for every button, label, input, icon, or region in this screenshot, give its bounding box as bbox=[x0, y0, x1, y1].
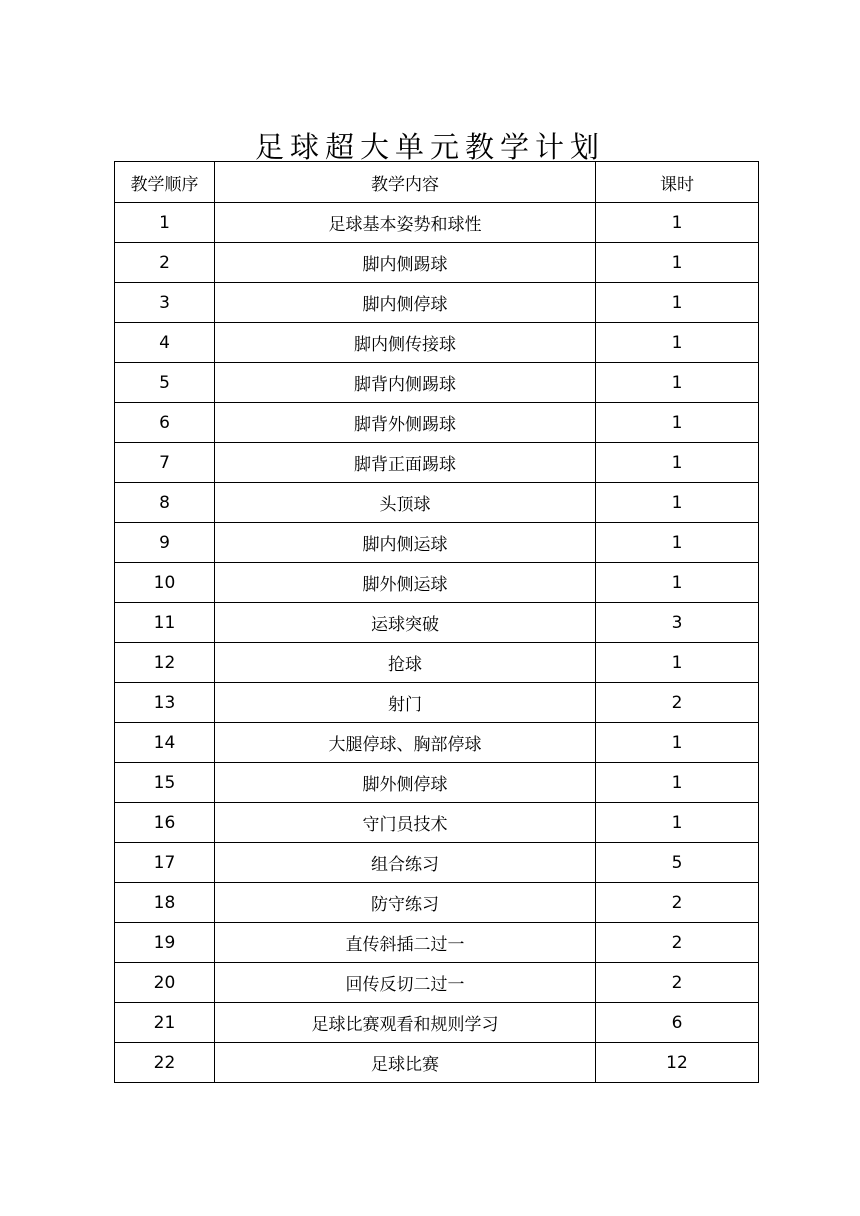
header-hours: 课时 bbox=[596, 162, 759, 203]
table-row bbox=[115, 683, 759, 723]
teaching-plan-table bbox=[114, 161, 759, 1083]
table-row bbox=[115, 523, 759, 563]
cell-content: 防守练习 bbox=[215, 883, 596, 923]
table-row bbox=[115, 923, 759, 963]
cell-content: 直传斜插二过一 bbox=[215, 923, 596, 963]
cell-content: 脚外侧运球 bbox=[215, 563, 596, 603]
table-row bbox=[115, 403, 759, 443]
cell-hours: 1 bbox=[596, 723, 759, 763]
table-row bbox=[115, 563, 759, 603]
table-header-row bbox=[115, 162, 759, 203]
cell-order: 20 bbox=[115, 963, 215, 1003]
cell-hours: 3 bbox=[596, 603, 759, 643]
cell-content: 足球基本姿势和球性 bbox=[215, 203, 596, 243]
cell-hours: 12 bbox=[596, 1043, 759, 1083]
cell-hours: 1 bbox=[596, 363, 759, 403]
cell-content: 脚内侧停球 bbox=[215, 283, 596, 323]
cell-content: 脚内侧运球 bbox=[215, 523, 596, 563]
cell-content: 运球突破 bbox=[215, 603, 596, 643]
cell-hours: 1 bbox=[596, 643, 759, 683]
cell-content: 脚外侧停球 bbox=[215, 763, 596, 803]
table-row bbox=[115, 723, 759, 763]
page-title: 足球超大单元教学计划 bbox=[254, 130, 605, 165]
cell-content: 回传反切二过一 bbox=[215, 963, 596, 1003]
cell-hours: 1 bbox=[596, 563, 759, 603]
table-row bbox=[115, 483, 759, 523]
table-row bbox=[115, 643, 759, 683]
table-row bbox=[115, 363, 759, 403]
cell-hours: 2 bbox=[596, 963, 759, 1003]
cell-order: 7 bbox=[115, 443, 215, 483]
cell-order: 9 bbox=[115, 523, 215, 563]
table-row bbox=[115, 203, 759, 243]
cell-order: 3 bbox=[115, 283, 215, 323]
table-row bbox=[115, 803, 759, 843]
table-row bbox=[115, 843, 759, 883]
table-row bbox=[115, 443, 759, 483]
header-content: 教学内容 bbox=[215, 162, 596, 203]
cell-hours: 1 bbox=[596, 203, 759, 243]
cell-hours: 1 bbox=[596, 403, 759, 443]
cell-order: 15 bbox=[115, 763, 215, 803]
cell-order: 19 bbox=[115, 923, 215, 963]
table-row bbox=[115, 963, 759, 1003]
cell-content: 脚背正面踢球 bbox=[215, 443, 596, 483]
cell-content: 脚背外侧踢球 bbox=[215, 403, 596, 443]
cell-content: 脚内侧传接球 bbox=[215, 323, 596, 363]
cell-hours: 5 bbox=[596, 843, 759, 883]
cell-content: 脚内侧踢球 bbox=[215, 243, 596, 283]
cell-hours: 1 bbox=[596, 803, 759, 843]
cell-hours: 1 bbox=[596, 283, 759, 323]
table-body bbox=[115, 203, 759, 1083]
cell-hours: 1 bbox=[596, 323, 759, 363]
table-row bbox=[115, 603, 759, 643]
cell-content: 头顶球 bbox=[215, 483, 596, 523]
cell-order: 14 bbox=[115, 723, 215, 763]
cell-order: 4 bbox=[115, 323, 215, 363]
cell-content: 射门 bbox=[215, 683, 596, 723]
cell-hours: 2 bbox=[596, 883, 759, 923]
cell-order: 6 bbox=[115, 403, 215, 443]
cell-order: 17 bbox=[115, 843, 215, 883]
cell-hours: 1 bbox=[596, 483, 759, 523]
cell-order: 5 bbox=[115, 363, 215, 403]
cell-content: 守门员技术 bbox=[215, 803, 596, 843]
table-row bbox=[115, 763, 759, 803]
cell-content: 足球比赛 bbox=[215, 1043, 596, 1083]
cell-order: 18 bbox=[115, 883, 215, 923]
cell-hours: 1 bbox=[596, 243, 759, 283]
table-row bbox=[115, 323, 759, 363]
header-order: 教学顺序 bbox=[115, 162, 215, 203]
cell-content: 脚背内侧踢球 bbox=[215, 363, 596, 403]
cell-hours: 1 bbox=[596, 763, 759, 803]
cell-order: 8 bbox=[115, 483, 215, 523]
table-row bbox=[115, 283, 759, 323]
cell-order: 22 bbox=[115, 1043, 215, 1083]
cell-hours: 2 bbox=[596, 923, 759, 963]
table-row bbox=[115, 243, 759, 283]
cell-content: 大腿停球、胸部停球 bbox=[215, 723, 596, 763]
cell-hours: 6 bbox=[596, 1003, 759, 1043]
cell-content: 抢球 bbox=[215, 643, 596, 683]
cell-hours: 1 bbox=[596, 443, 759, 483]
cell-order: 11 bbox=[115, 603, 215, 643]
cell-hours: 1 bbox=[596, 523, 759, 563]
cell-order: 13 bbox=[115, 683, 215, 723]
table-row bbox=[115, 1043, 759, 1083]
cell-order: 16 bbox=[115, 803, 215, 843]
cell-order: 10 bbox=[115, 563, 215, 603]
cell-content: 足球比赛观看和规则学习 bbox=[215, 1003, 596, 1043]
cell-content: 组合练习 bbox=[215, 843, 596, 883]
table-row bbox=[115, 883, 759, 923]
cell-order: 21 bbox=[115, 1003, 215, 1043]
cell-order: 2 bbox=[115, 243, 215, 283]
table-row bbox=[115, 1003, 759, 1043]
cell-order: 1 bbox=[115, 203, 215, 243]
cell-hours: 2 bbox=[596, 683, 759, 723]
cell-order: 12 bbox=[115, 643, 215, 683]
